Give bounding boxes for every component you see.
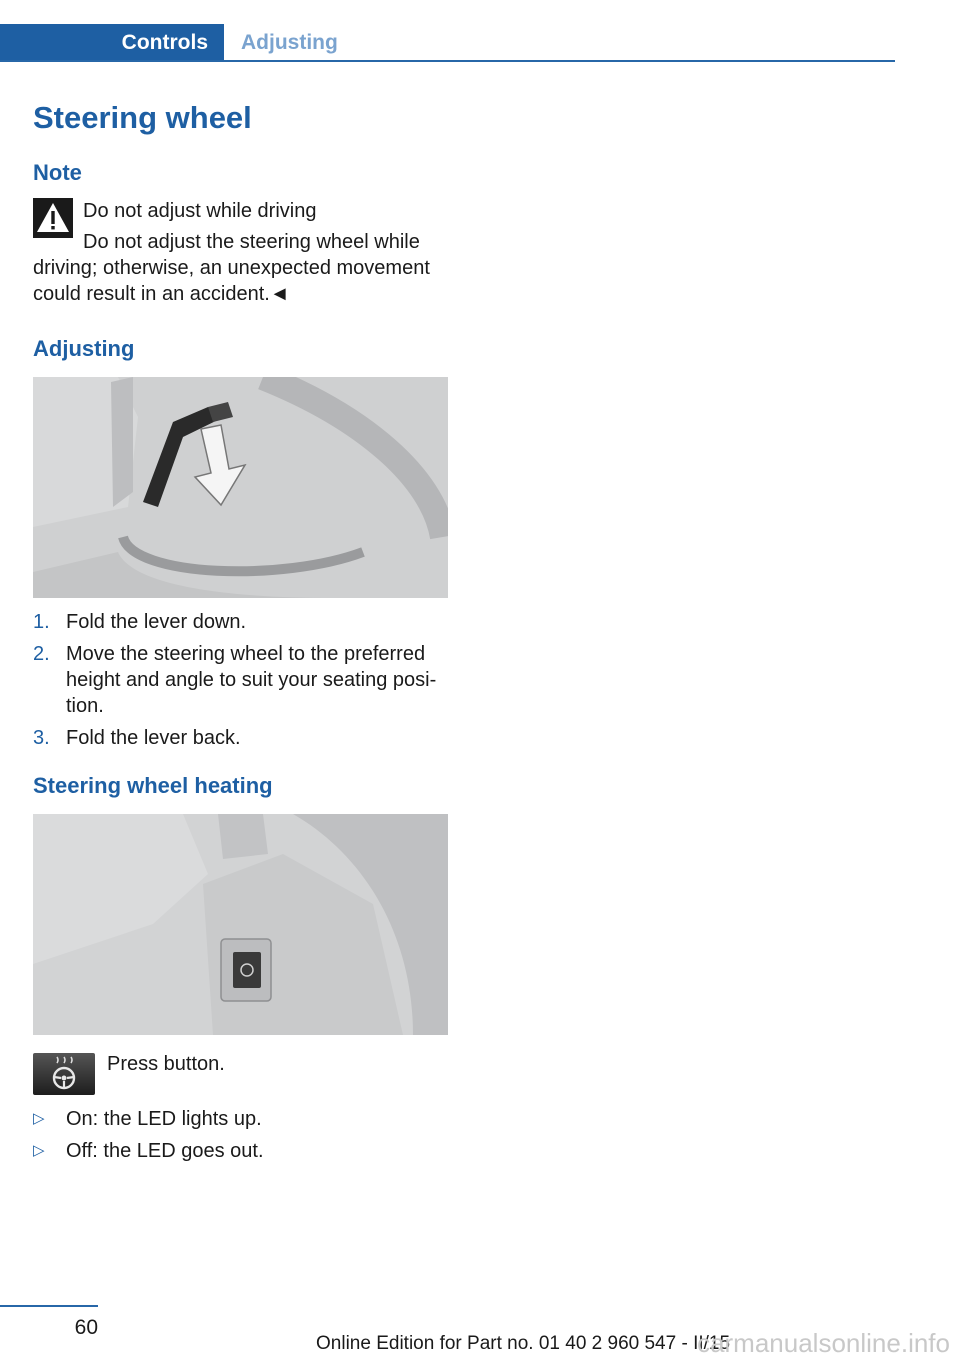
heated-steering-wheel-icon bbox=[33, 1053, 95, 1095]
watermark: carmanualsonline.info bbox=[697, 1328, 950, 1358]
list-item: 3. Fold the lever back. bbox=[33, 727, 241, 749]
heating-led-states bbox=[33, 1106, 448, 1170]
list-item: ▷ On: the LED lights up. bbox=[33, 1108, 262, 1130]
bullet-triangle-icon: ▷ bbox=[33, 1142, 45, 1159]
note-heading: Note bbox=[33, 160, 82, 185]
warning-title: Do not adjust while driving bbox=[83, 200, 317, 222]
heating-heading: Steering wheel heating bbox=[33, 773, 273, 798]
page-header bbox=[0, 24, 895, 62]
lever-illustration-svg bbox=[33, 377, 448, 598]
steering-lever-illustration bbox=[33, 377, 448, 598]
warning-text: Do not adjust the steering wheel while driving; otherwise, an unexpected movement could result in an accident.◄ bbox=[33, 231, 430, 305]
section-tab-controls[interactable]: Controls bbox=[0, 24, 224, 62]
list-item: 1. Fold the lever down. bbox=[33, 611, 247, 633]
header-rule bbox=[0, 60, 895, 62]
page-number: 60 bbox=[74, 1316, 98, 1339]
footer-rule bbox=[0, 1305, 98, 1307]
list-item: 2. Move the steering wheel to the preferred height and angle to suit your seating posi-tion. bbox=[33, 643, 437, 717]
warning-triangle-icon bbox=[33, 198, 73, 238]
steering-wheel-heating-button-icon bbox=[33, 1053, 95, 1095]
edition-text: Online Edition for Part no. 01 40 2 960 547 - II/15 bbox=[316, 1333, 731, 1354]
press-button-text: Press button. bbox=[107, 1053, 225, 1075]
page-title: Steering wheel bbox=[33, 100, 252, 135]
heating-illustration-svg bbox=[33, 814, 448, 1035]
warning-note bbox=[33, 198, 453, 307]
section-tab-adjusting[interactable]: Adjusting bbox=[241, 31, 338, 54]
adjusting-steps bbox=[33, 609, 448, 757]
list-item: ▷ Off: the LED goes out. bbox=[33, 1140, 264, 1162]
heating-button-illustration bbox=[33, 814, 448, 1035]
bullet-triangle-icon: ▷ bbox=[33, 1110, 45, 1127]
adjusting-heading: Adjusting bbox=[33, 336, 135, 361]
